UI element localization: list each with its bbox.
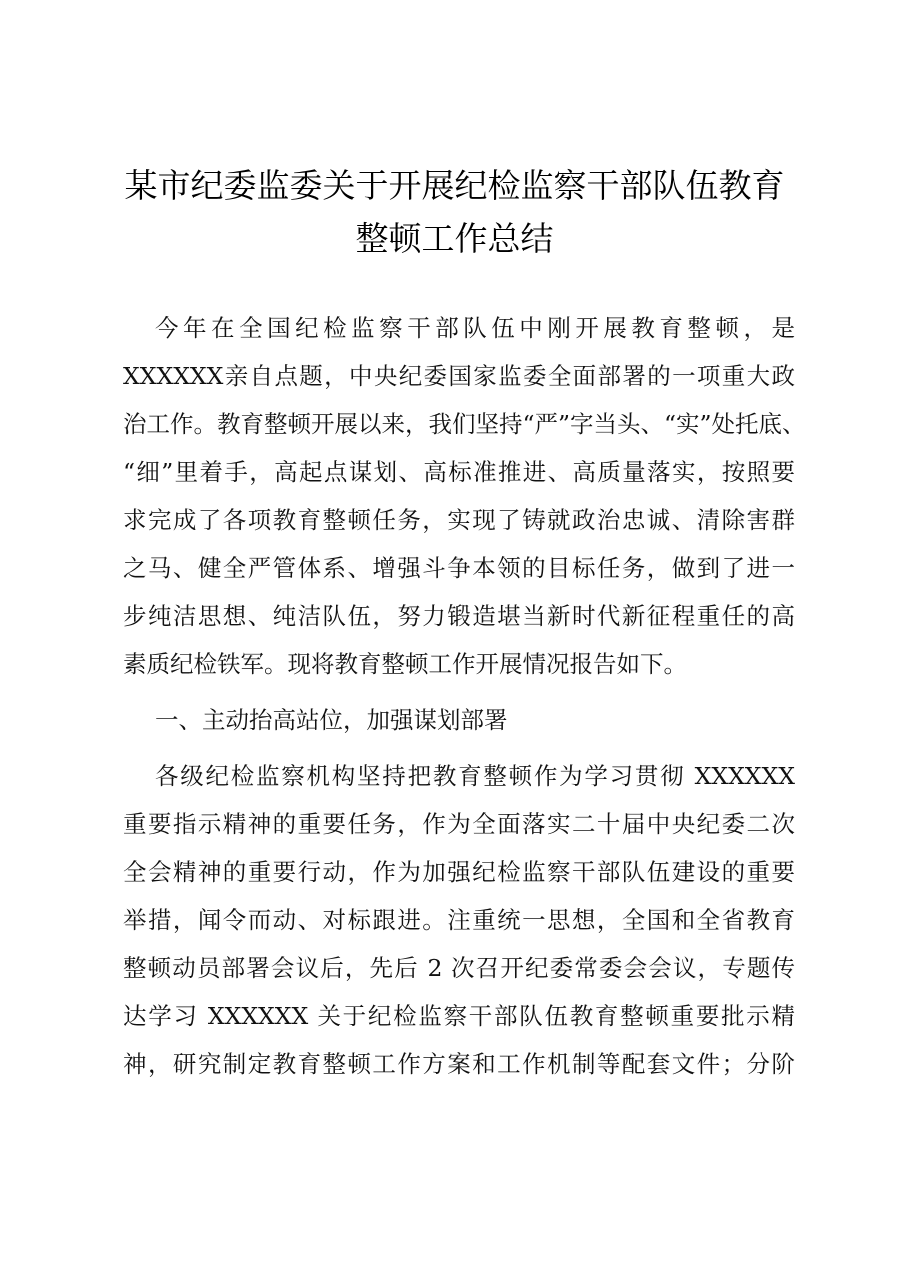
body-line: 整顿动员部署会议后，先后 2 次召开纪委常委会会议，专题传 xyxy=(123,954,795,982)
body-line: 神，研究制定教育整顿工作方案和工作机制等配套文件；分阶 xyxy=(123,1050,795,1078)
body-line: “细”里着手，高起点谋划、高标准推进、高质量落实，按照要 xyxy=(123,458,795,486)
body-line: 求完成了各项教育整顿任务，实现了铸就政治忠诚、清除害群 xyxy=(123,506,795,534)
document-title-line-1: 某市纪委监委关于开展纪检监察干部队伍教育 xyxy=(124,166,785,205)
body-line: 素质纪检铁军。现将教育整顿工作开展情况报告如下。 xyxy=(123,650,687,678)
body-line: 举措，闻令而动、对标跟进。注重统一思想，全国和全省教育 xyxy=(123,906,795,934)
body-line: 步纯洁思想、纯洁队伍，努力锻造堪当新时代新征程重任的高 xyxy=(123,602,795,630)
section-heading: 一、主动抬高站位，加强谋划部署 xyxy=(155,706,508,734)
body-line: XXXXXX亲自点题，中央纪委国家监委全面部署的一项重大政 xyxy=(123,362,795,390)
body-line: 今年在全国纪检监察干部队伍中刚开展教育整顿，是 xyxy=(155,314,795,342)
body-line: 重要指示精神的重要任务，作为全面落实二十届中央纪委二次 xyxy=(123,810,795,838)
body-line: 各级纪检监察机构坚持把教育整顿作为学习贯彻 XXXXXX xyxy=(155,762,795,790)
document-title-line-2: 整顿工作总结 xyxy=(355,219,554,258)
body-line: 治工作。教育整顿开展以来，我们坚持“严”字当头、“实”处托底、 xyxy=(123,410,806,438)
body-line: 全会精神的重要行动，作为加强纪检监察干部队伍建设的重要 xyxy=(123,858,795,886)
body-line: 达学习 XXXXXX 关于纪检监察干部队伍教育整顿重要批示精 xyxy=(123,1002,795,1030)
body-line: 之马、健全严管体系、增强斗争本领的目标任务，做到了进一 xyxy=(123,554,795,582)
